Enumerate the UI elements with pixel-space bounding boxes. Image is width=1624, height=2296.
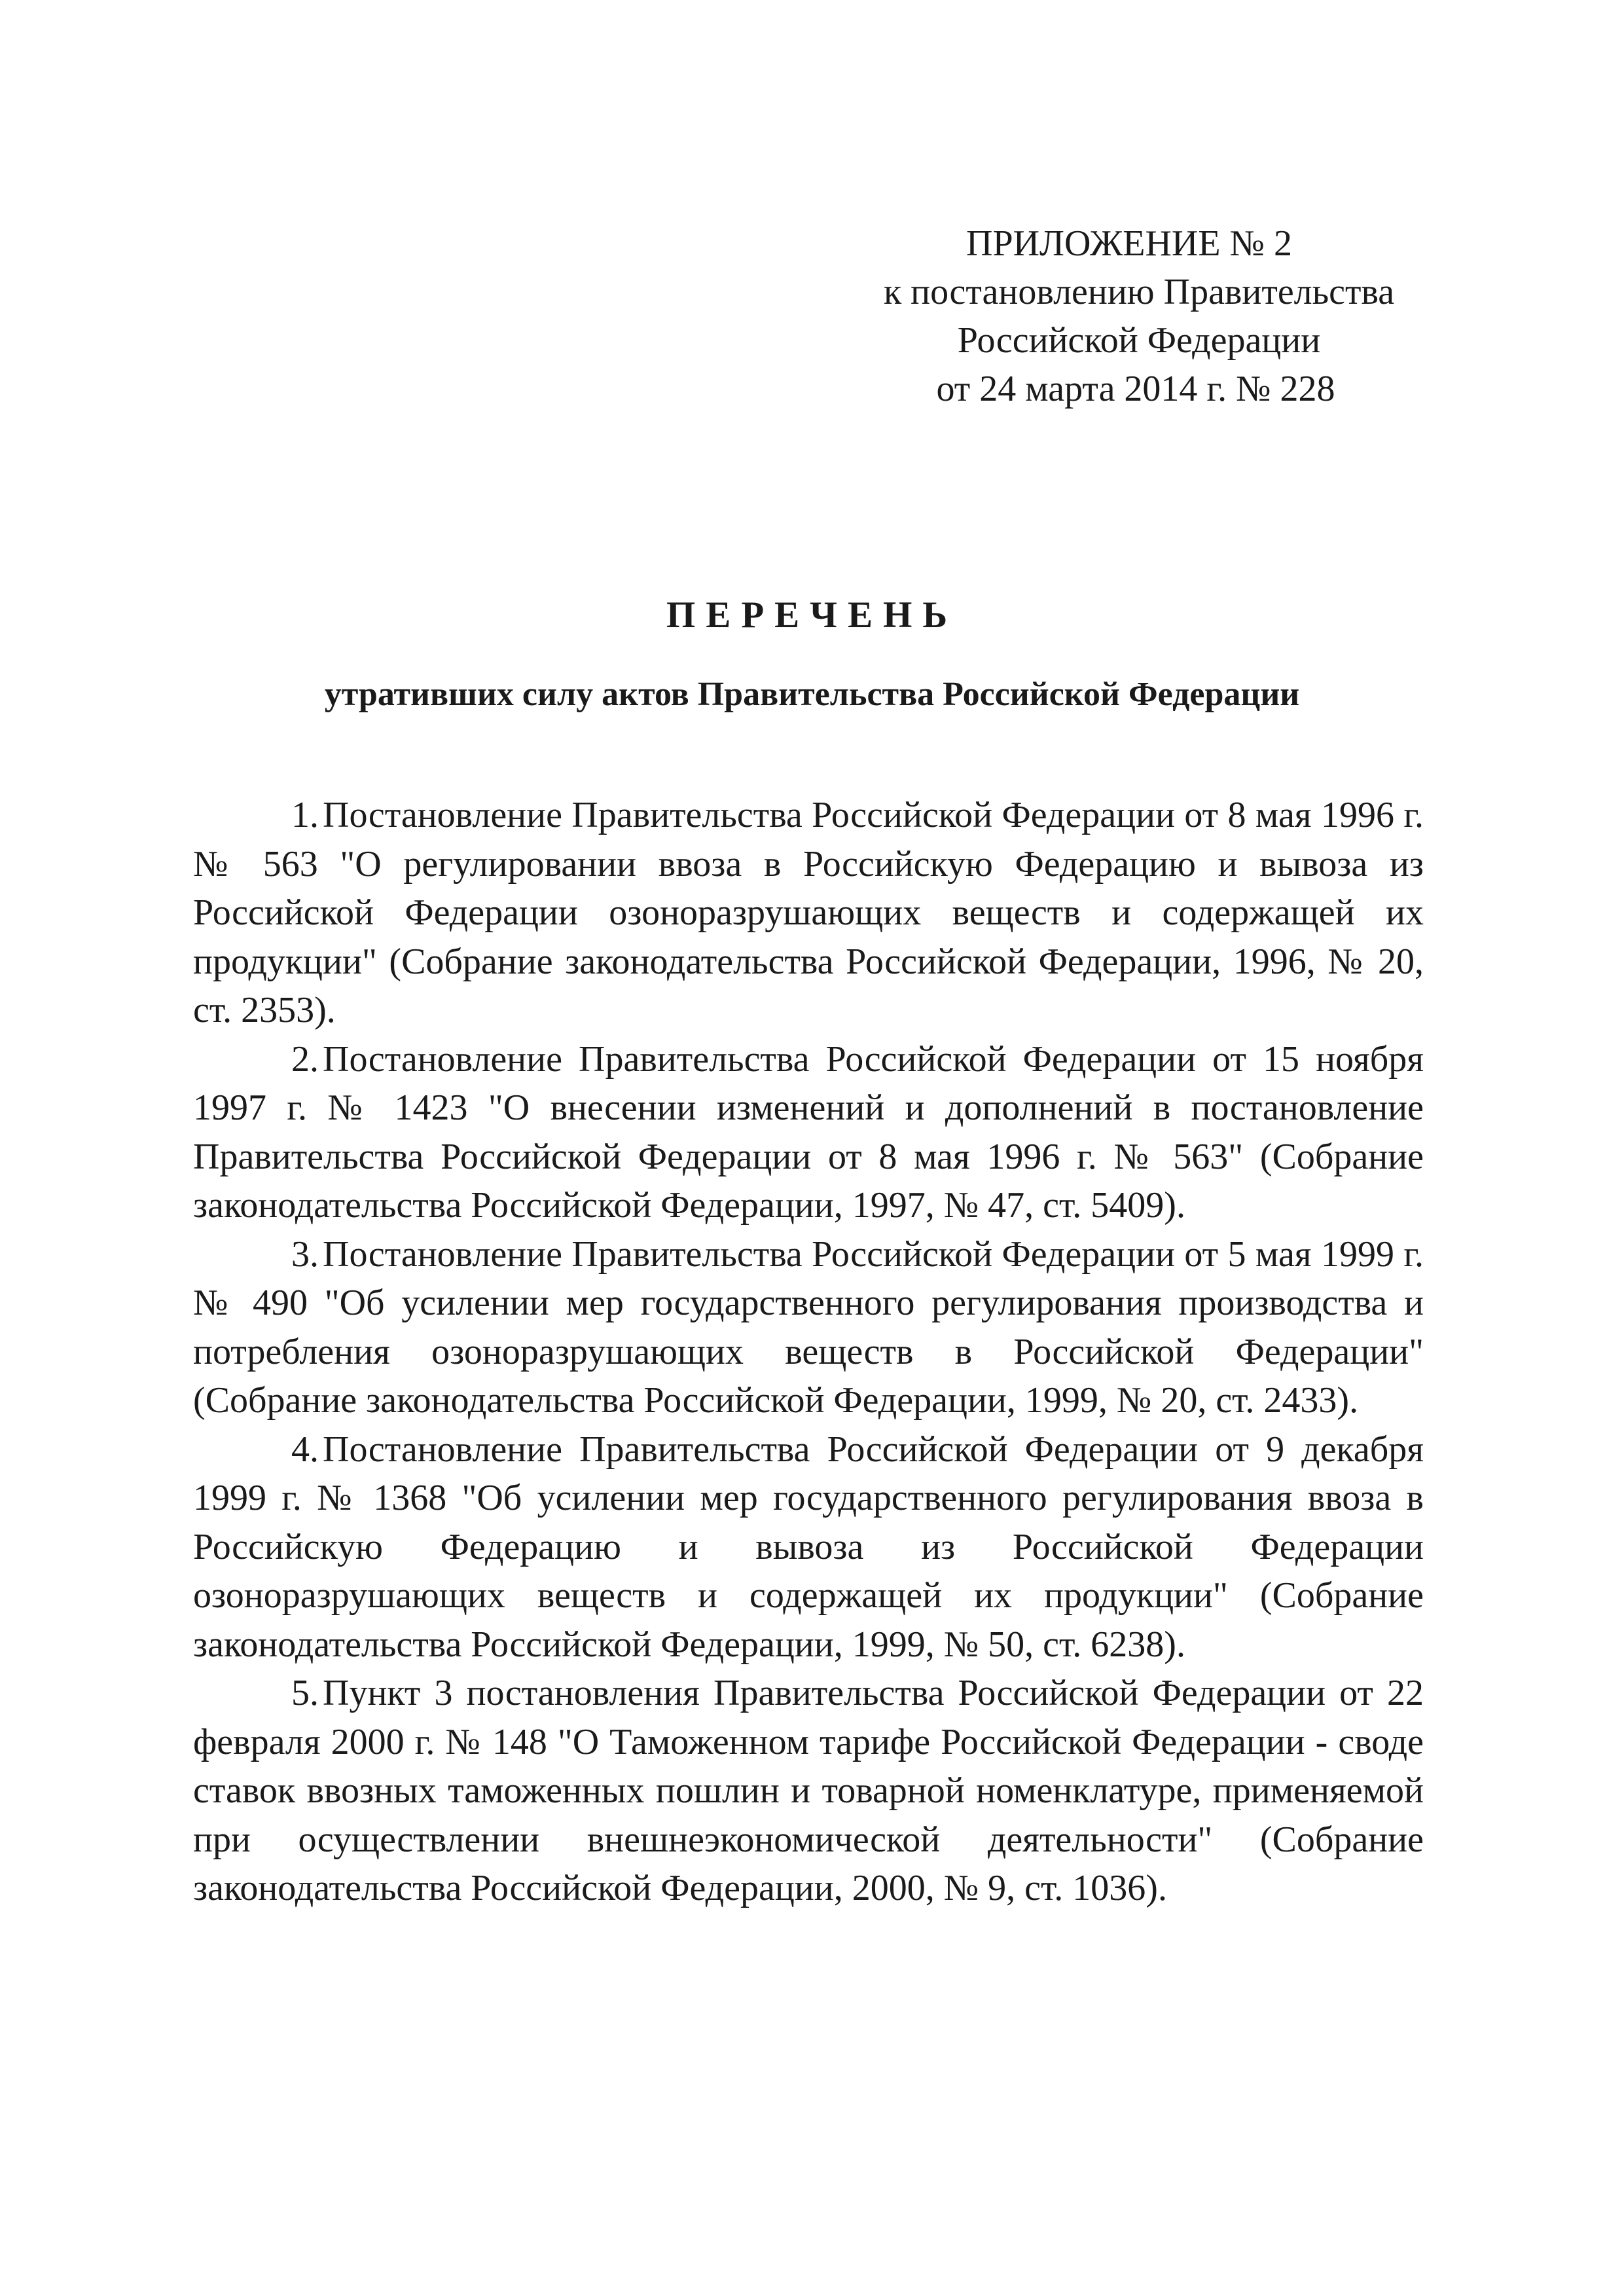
document-title: ПЕРЕЧЕНЬ [666, 594, 958, 636]
appendix-authority: Российской Федерации [957, 320, 1321, 361]
item-text: Постановление Правительства Российской Федерации от 9 декабря 1999 г. № 1368 "Об усилении мер государственного регулирования ввоза в Российскую Федерацию и вывоза из Российской Федерации озоноразрушающих веществ и содержащей их продукции" (Собрание законодательства Российской Федерации, 1999, № 50, ст. 6238). [193, 1429, 1424, 1665]
item-number: 5. [291, 1673, 319, 1713]
appendix-date-number: от 24 марта 2014 г. № 228 [936, 369, 1335, 409]
document-title-block [0, 589, 1624, 718]
item-number: 1. [291, 795, 319, 835]
item-text: Постановление Правительства Российской Федерации от 8 мая 1996 г. № 563 "О регулировании ввоза в Российскую Федерацию и вывоза из Российской Федерации озоноразрушающих веществ и содержащей их продукции" (Собрание законодательства Российской Федерации, 1996, № 20, ст. 2353). [193, 795, 1424, 1030]
item-text: Постановление Правительства Российской Федерации от 5 мая 1999 г. № 490 "Об усилении мер государственного регулирования производства и потребления озоноразрушающих веществ в Российской Федерации" (Собрание законодательства Российской Федерации, 1999, № 20, ст. 2433). [193, 1233, 1424, 1421]
item-number: 3. [291, 1233, 319, 1275]
appendix-reference: к постановлению Правительства [883, 272, 1395, 312]
list-item-2 [193, 1035, 1424, 1230]
list-item-1 [193, 791, 1424, 1035]
list-item-4 [193, 1425, 1424, 1669]
item-text: Постановление Правительства Российской Федерации от 15 ноября 1997 г. № 1423 "О внесении изменений и дополнений в постановление Правительства Российской Федерации от 8 мая 1996 г. № 563" (Собрание законодательства Российской Федерации, 1997, № 47, ст. 5409). [193, 1038, 1424, 1226]
item-number: 4. [291, 1429, 319, 1470]
document-subtitle: утративших силу актов Правительства Российской Федерации [324, 676, 1300, 713]
list-item-3 [193, 1230, 1424, 1425]
list-item-5 [193, 1669, 1424, 1913]
item-text: Пункт 3 постановления Правительства Российской Федерации от 22 февраля 2000 г. № 148 "О Таможенном тарифе Российской Федерации - своде ставок ввозных таможенных пошлин и товарной номенклатуре, применяемой при осуществлении внешнеэкономической деятельности" (Собрание законодательства Российской Федерации, 2000, № 9, ст. 1036). [193, 1673, 1424, 1908]
appendix-number: ПРИЛОЖЕНИЕ № 2 [966, 223, 1292, 264]
appendix-header [812, 219, 1466, 413]
item-number: 2. [291, 1038, 319, 1080]
acts-list [193, 791, 1424, 1913]
